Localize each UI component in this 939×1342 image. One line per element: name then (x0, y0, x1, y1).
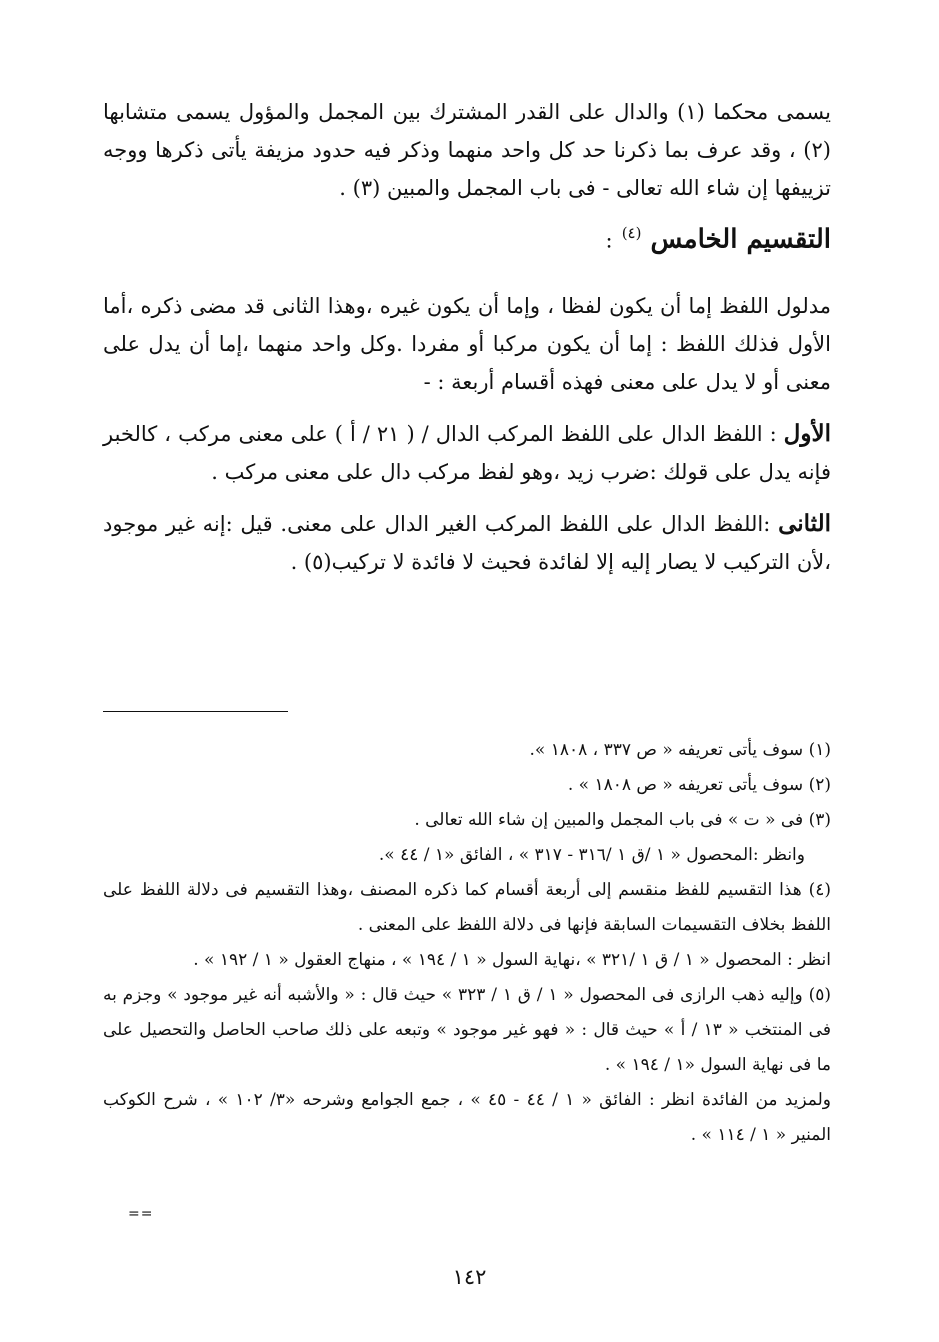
footnote-1: (١) سوف يأتى تعريفه « ص ٣٣٧ ، ١٨٠٨ ». (529, 740, 831, 760)
paragraph-4-body: :اللفظ الدال على اللفظ المركب الغير الدال على معنى. قيل :إنه غير موجود ،لأن التركيب لا يصار إليه إلا لفائدة فحيث لا فائدة لا تركيب(٥) . (103, 511, 831, 574)
section-heading (103, 211, 831, 263)
paragraph-4 (103, 505, 831, 581)
footnote-4: (٤) هذا التقسيم للفظ منقسم إلى أربعة أقسام كما ذكره المصنف ،وهذا التقسيم فى دلالة اللفظ على اللفظ بخلاف التقسيمات السابقة فإنها فى دلالة اللفظ على المعنى . (103, 880, 831, 935)
main-text (103, 93, 831, 581)
paragraph-3-lead: الأول (783, 419, 831, 447)
heading-footnote-ref: (٤) (621, 224, 642, 242)
footnote-3-ref: وانظر :المحصول « ١ /ق ١ /٣١٦ - ٣١٧ » ، الفائق «١ / ٤٤ ». (378, 845, 805, 865)
footnote-2: (٢) سوف يأتى تعريفه « ص ١٨٠٨ » . (567, 775, 831, 795)
heading-colon: : (605, 228, 613, 253)
paragraph-4-lead: الثانى (778, 509, 831, 537)
paragraph-3-body: : اللفظ الدال على اللفظ المركب الدال / ( ٢١ / أ ) على معنى مركب ، كالخبر فإنه يدل على قولك :ضرب زيد ،وهو لفظ مركب دال على معنى مركب . (103, 421, 831, 484)
heading-title: التقسيم الخامس (650, 224, 831, 255)
footnote-5-ref: ولمزيد من الفائدة انظر : الفائق « ١ / ٤٤ - ٤٥ » ، جمع الجوامع وشرحه «٣/ ١٠٢ » ، شرح الكوكب المنير « ١ / ١١٤ » . (103, 1090, 831, 1145)
paragraph-2: مدلول اللفظ إما أن يكون لفظا ، وإما أن يكون غيره ،وهذا الثانى قد مضى ذكره ،أما الأول فذلك اللفظ : إما أن يكون مركبا أو مفردا .وكل واحد منهما ،إما أن يدل على معنى أو لا يدل على معنى فهذه أقسام أربعة : - (103, 293, 831, 394)
footnote-5: (٥) وإليه ذهب الرازى فى المحصول « ١ / ق ١ / ٣٢٣ » حيث قال : « والأشبه أنه غير موجود » وجزم به فى المنتخب « ١٣ / أ » حيث قال : « فهو غير موجود » وتبعه على ذلك صاحب الحاصل والتحصيل على ما فى نهاية السول «١ / ١٩٤ » . (103, 985, 831, 1075)
paragraph-3 (103, 415, 831, 491)
footnote-separator (103, 711, 831, 713)
page-number: ١٤٢ (452, 1265, 487, 1289)
continuation-mark: == (128, 1206, 154, 1222)
paragraph-1: يسمى محكما (١) والدال على القدر المشترك بين المجمل والمؤول يسمى متشابها (٢) ، وقد عرف بما ذكرنا حد كل واحد منهما وذكر فيه حدود مزيفة يأتى ذكرها ووجه تزييفها إن شاء الله تعالى - فى باب المجمل والمبين (٣) . (103, 100, 831, 200)
footnote-3: (٣) فى « ت » فى باب المجمل والمبين إن شاء الله تعالى . (414, 810, 831, 830)
footnotes (103, 733, 831, 1153)
footnote-4-ref: انظر : المحصول « ١ / ق ١ /٣٢١ » ،نهاية السول « ١ / ١٩٤ » ، منهاج العقول « ١ / ١٩٢ » . (193, 950, 831, 970)
